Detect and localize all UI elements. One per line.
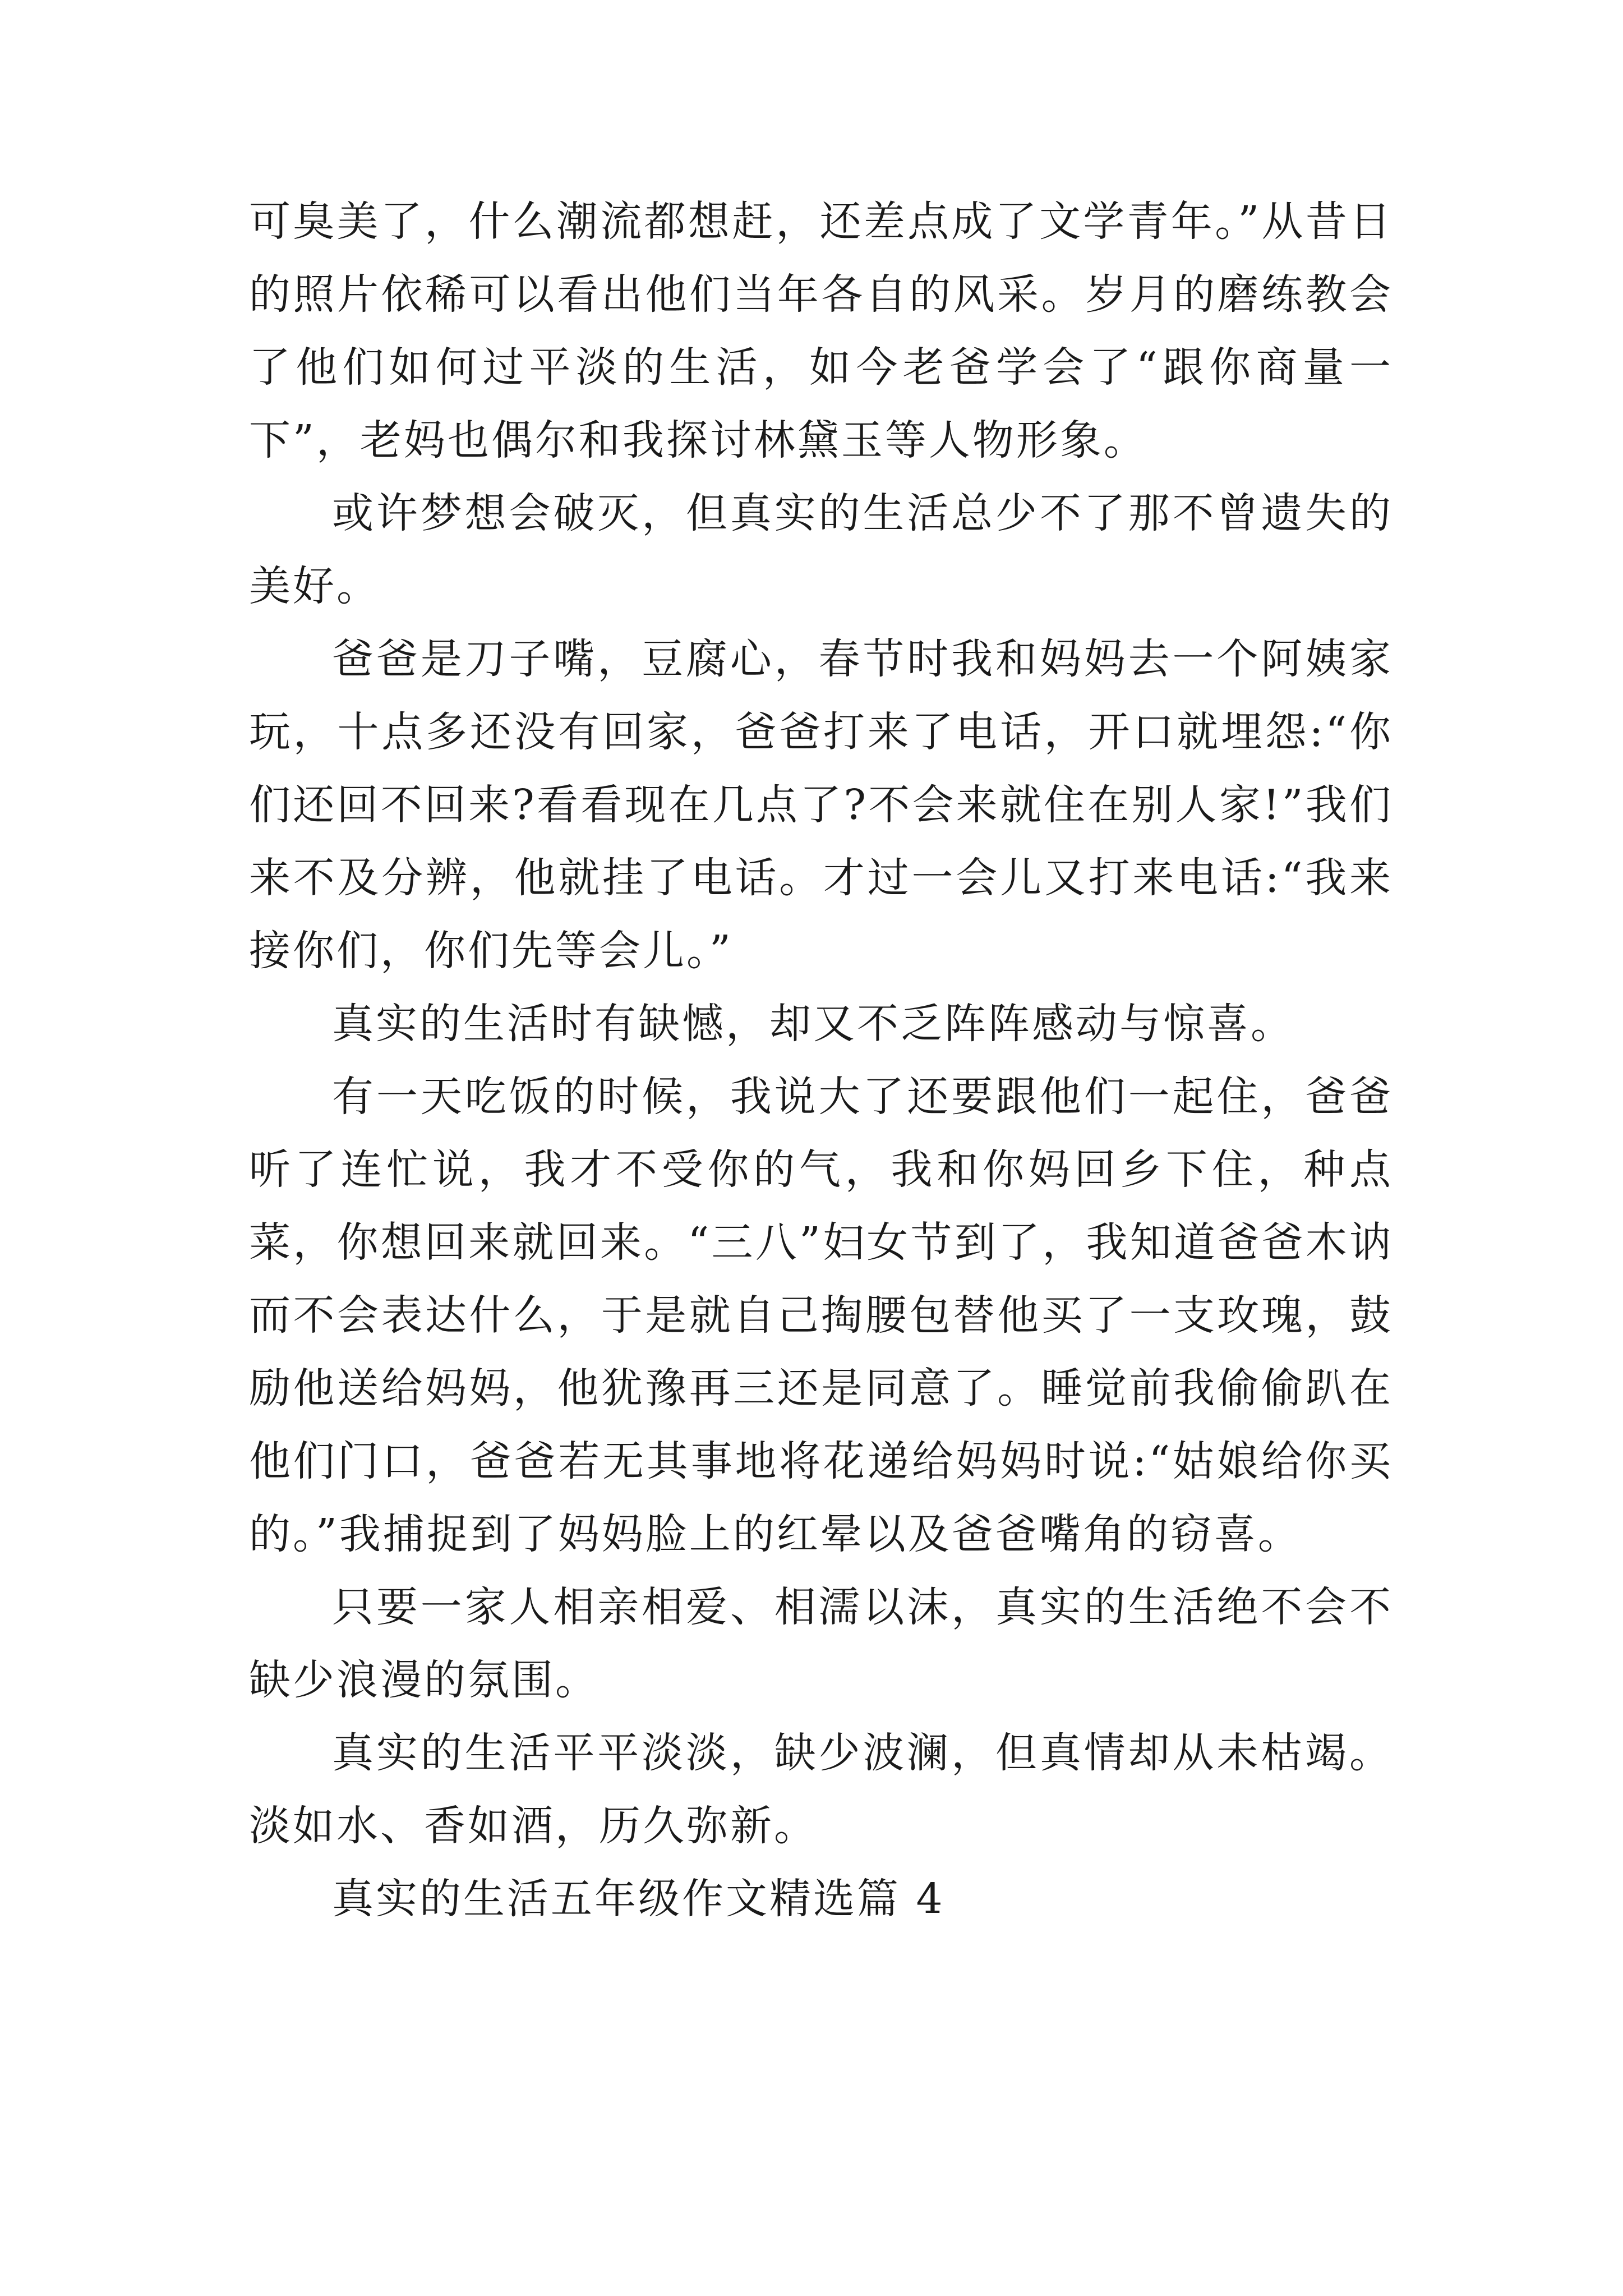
paragraph-3: 爸爸是刀子嘴，豆腐心，春节时我和妈妈去一个阿姨家玩，十点多还没有回家，爸爸打来了电话，开口就埋怨:“你们还回不回来?看看现在几点了?不会来就住在别人家!”我们来不及分辨，他就挂了电话。才过一会儿又打来电话:“我来接你们，你们先等会儿。” [249,635,1393,975]
paragraph-4: 真实的生活时有缺憾，却又不乏阵阵感动与惊喜。 [332,1000,1294,1048]
paragraph-6: 只要一家人相亲相爱、相濡以沫，真实的生活绝不会不缺少浪漫的氛围。 [249,1583,1393,1704]
paragraph-1: 可臭美了，什么潮流都想赶，还差点成了文学青年。”从昔日的照片依稀可以看出他们当年各自的风采。岁月的磨练教会了他们如何过平淡的生活，如今老爸学会了“跟你商量一下”，老妈也偶尔和我探讨林黛玉等人物形象。 [249,197,1393,464]
paragraph-2: 或许梦想会破灭，但真实的生活总少不了那不曾遗失的美好。 [249,489,1393,610]
paragraph-7: 真实的生活平平淡淡，缺少波澜，但真情却从未枯竭。淡如水、香如酒，历久弥新。 [249,1729,1393,1850]
body-text [249,185,1393,1935]
paragraph-5: 有一天吃饭的时候，我说大了还要跟他们一起住，爸爸听了连忙说，我才不受你的气，我和你妈回乡下住，种点菜，你想回来就回来。“三八”妇女节到了，我知道爸爸木讷而不会表达什么，于是就自己掏腰包替他买了一支玫瑰，鼓励他送给妈妈，他犹豫再三还是同意了。睡觉前我偷偷趴在他们门口，爸爸若无其事地将花递给妈妈时说:“姑娘给你买的。”我捕捉到了妈妈脸上的红晕以及爸爸嘴角的窃喜。 [249,1073,1393,1558]
section-heading: 真实的生活五年级作文精选篇 4 [332,1875,945,1923]
